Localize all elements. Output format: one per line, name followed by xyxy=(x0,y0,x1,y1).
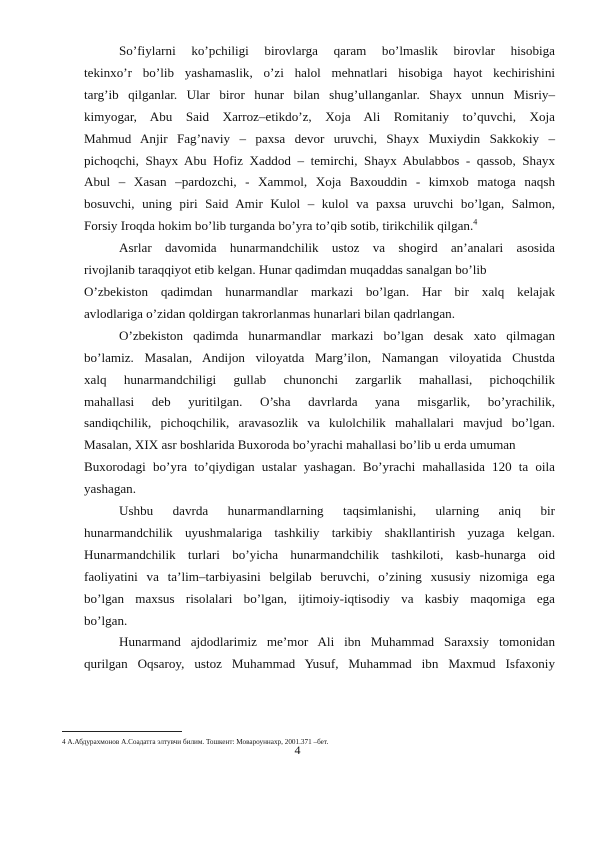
document-body xyxy=(84,40,555,675)
text-line: rivojlanib taraqqiyot etib kelgan. Hunar qadimdan muqaddas sanalgan bo’lib xyxy=(84,262,487,278)
text-line: xalq hunarmandchiligi gullab chunonchi zargarlik mahallasi, pichoqchilik xyxy=(84,371,555,387)
text-line: pichoqchi, Shayx Abu Hofiz Xaddod – temirchi, Shayx Abulabbos - qassob, Shayx xyxy=(84,152,555,168)
text-line: Mahmud Anjir Fag’naviy – paxsa devor uruvchi, Shayx Muxiydin Sakkokiy – xyxy=(84,130,555,146)
text-line: targ’ib qilganlar. Ular biror hunar bilan shug’ullanganlar. Shayx unnun Misriy– xyxy=(84,86,555,102)
text-line: O’zbekiston qadimdan hunarmandlar markazi bo’lgan. Har bir xalq kelajak xyxy=(84,283,555,299)
text-line: So’fiylarni ko’pchiligi birovlarga qaram bo’lmaslik birovlar hisobiga xyxy=(119,43,555,58)
page-number: 4 xyxy=(294,743,301,757)
text-line: avlodlariga o’zidan qoldirgan takrorlanmas hunarlari bilan qadrlangan. xyxy=(84,305,455,321)
text-line: Forsiy Iroqda hokim bo’lib turganda bo’yra to’qib sotib, tirikchilik qilgan.$^4$ xyxy=(84,217,478,234)
text-line: Abul – Xasan –pardozchi, - Xammol, Xoja Baxouddin - kimxob matoga naqsh xyxy=(84,174,555,190)
text-line: Asrlar davomida hunarmandchilik ustoz va shogird an’analari asosida xyxy=(119,240,555,256)
text-line: faoliyatini va ta’lim–tarbiyasini belgilab beruvchi, o’zining xususiy nizomiga ega xyxy=(84,568,555,584)
text-line: Ushbu davrda hunarmandlarning taqsimlanishi, ularning aniq bir xyxy=(119,503,555,519)
text-line: O’zbekiston qadimda hunarmandlar markazi bo’lgan desak xato qilmagan xyxy=(119,327,555,343)
text-line: bo’lamiz. Masalan, Andijon viloyatda Marg’ilon, Namangan viloyatida Chustda xyxy=(84,349,555,365)
text-line: hunarmandchilik uyushmalariga tashkiliy tarkibiy shakllantirish yuzaga kelgan. xyxy=(84,524,555,540)
text-line: sandiqchilik, pichoqchilik, aravasozlik va kulolchilik mahallalari mavjud bo’lgan. xyxy=(84,415,555,431)
text-line: bo’lgan. xyxy=(84,612,128,628)
text-line: kimyogar, Abu Said Xarroz–etikdo’z, Xoja Ali Romitaniy to’quvchi, Xoja xyxy=(84,108,555,124)
text-line: Masalan, XIX asr boshlarida Buxoroda bo’yrachi mahallasi bo’lib u erda umuman xyxy=(84,437,516,453)
footnote: 4 А.Абдурахмонов А.Соадатга элтувчи билим. Тошкент: Мовароуннахр, 2001.371 –бет. xyxy=(62,738,329,746)
text-line: tekinxo’r bo’lib yashamaslik, o’zi halol mehnatlari hisobiga hayot kechirishini xyxy=(84,64,555,80)
footnote-reference[interactable]: 4 xyxy=(473,217,478,227)
text-line: bosuvchi, uning piri Said Amir Kulol – kulol va paxsa uruvchi bo’lgan, Salmon, xyxy=(84,196,555,212)
footnote-separator xyxy=(62,731,182,732)
text-line: Hunarmandchilik turlari bo’yicha hunarmandchilik tashkiloti, kasb-hunarga oid xyxy=(84,546,555,562)
text-line: yashagan. xyxy=(84,481,136,497)
text-line: bo’lgan maxsus risolalari bo’lgan, ijtimoiy-iqtisodiy va kasbiy maqomiga ega xyxy=(84,590,555,606)
text-line: Buxorodagi bo’yra to’qiydigan ustalar yashagan. Bo’yrachi mahallasida 120 ta oila xyxy=(84,459,555,475)
text-line: mahallasi deb yuritilgan. O’sha davrlarda yana misgarlik, bo’yrachilik, xyxy=(84,393,555,409)
text-line: Hunarmand ajdodlarimiz me’mor Ali ibn Muhammad Saraxsiy tomonidan xyxy=(119,634,555,650)
text-line: qurilgan Oqsaroy, ustoz Muhammad Yusuf, Muhammad ibn Maxmud Isfaxoniy xyxy=(84,656,555,672)
